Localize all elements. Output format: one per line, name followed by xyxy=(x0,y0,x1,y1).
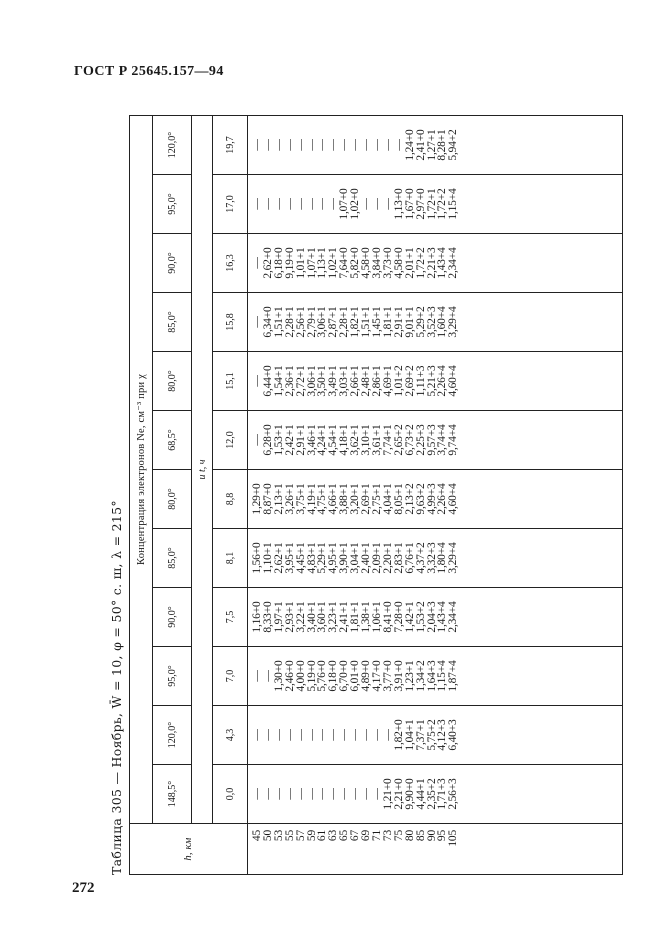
data-column-4: 1,56+0 1,10+1 2,62+1 3,95+1 4,45+1 4,83+1 5,29+1 4,95+1 3,90+1 3,04+1 2,40+1 2,09+1 2,20+1 2,83+1 6,76+1 4,37+2 3,32+3 1,80+4 3,29+4 xyxy=(248,529,623,588)
chi-header-10: 95,0° xyxy=(153,175,192,234)
time-value-0: 0,0 xyxy=(213,765,248,824)
chi-header-6: 68,5° xyxy=(153,411,192,470)
data-column-11: — — — — — — — — — — — — — — 1,24+0 2,41+0 1,27+1 8,28+1 5,94+2 xyxy=(248,116,623,175)
page-number: 272 xyxy=(72,880,95,896)
chi-header-3: 90,0° xyxy=(153,588,192,647)
time-value-11: 19,7 xyxy=(213,116,248,175)
document-header: ГОСТ Р 25645.157—94 xyxy=(74,64,224,79)
chi-header-4: 85,0° xyxy=(153,529,192,588)
data-column-7: — 6,44+0 1,54+1 2,36+1 2,72+1 3,06+1 3,50+1 3,49+1 3,03+1 2,66+1 2,48+1 2,86+1 4,69+1 1,01+2 2,69+2 1,11+3 5,21+3 2,26+4 4,60+4 xyxy=(248,352,623,411)
h-column-header: h, км xyxy=(130,824,248,875)
time-value-10: 17,0 xyxy=(213,175,248,234)
chi-header-1: 120,0° xyxy=(153,706,192,765)
chi-header-11: 120,0° xyxy=(153,116,192,175)
table-caption: Таблица 305 — Ноябрь, W̄ = 10, φ = 50° с. ш, λ = 215° xyxy=(109,500,124,875)
table-body-row xyxy=(248,116,623,875)
chi-header-8: 85,0° xyxy=(153,293,192,352)
time-value-4: 8,1 xyxy=(213,529,248,588)
data-column-10: — — — — — — — — 1,07+0 1,02+0 — — — 1,13+0 1,67+0 2,97+0 1,72+1 1,72+2 1,15+4 xyxy=(248,175,623,234)
chi-header-2: 95,0° xyxy=(153,647,192,706)
time-value-9: 16,3 xyxy=(213,234,248,293)
data-column-8: — 6,34+0 1,51+1 2,28+1 2,56+1 2,79+1 3,06+1 2,87+1 2,28+1 1,82+1 1,51+1 1,45+1 1,81+1 2,91+1 9,01+1 5,29+2 3,52+3 1,60+4 3,29+4 xyxy=(248,293,623,352)
chi-header-9: 90,0° xyxy=(153,234,192,293)
data-column-3: 1,16+0 8,33+0 1,97+1 2,93+1 3,22+1 3,40+1 3,60+1 3,23+1 2,41+1 1,81+1 1,38+1 1,06+1 8,41+0 7,28+0 1,42+1 1,53+2 2,04+3 1,43+4 2,34+4 xyxy=(248,588,623,647)
rotated-table-block xyxy=(105,115,661,875)
chi-header-row xyxy=(153,116,192,875)
time-value-8: 15,8 xyxy=(213,293,248,352)
data-column-1: — — — — — — — — — — — — — 1,82+0 1,04+1 7,37+1 5,75+2 4,12+3 6,40+3 xyxy=(248,706,623,765)
time-value-5: 8,8 xyxy=(213,470,248,529)
concentration-header: Концентрация электронов Ne, см⁻³ при χ xyxy=(130,116,153,824)
time-value-2: 7,0 xyxy=(213,647,248,706)
time-value-1: 4,3 xyxy=(213,706,248,765)
chi-header-5: 80,0° xyxy=(153,470,192,529)
chi-header-7: 80,0° xyxy=(153,352,192,411)
data-column-6: — 6,28+0 1,53+1 2,42+1 2,91+1 3,46+1 4,24+1 4,54+1 4,18+1 3,62+1 3,10+1 3,61+1 7,74+1 2,65+2 6,73+2 2,25+3 9,57+3 3,74+4 9,74+4 xyxy=(248,411,623,470)
time-value-6: 12,0 xyxy=(213,411,248,470)
time-header: и t, ч xyxy=(192,116,213,824)
time-value-7: 15,1 xyxy=(213,352,248,411)
data-table xyxy=(129,115,623,875)
data-column-5: 1,29+0 8,87+0 2,13+1 3,26+1 3,75+1 4,19+1 4,75+1 4,66+1 3,88+1 3,20+1 2,69+1 2,75+1 4,04+1 8,05+1 2,13+2 9,63+2 4,99+3 2,26+4 4,60+4 xyxy=(248,470,623,529)
time-values-row xyxy=(213,116,248,875)
data-column-9: — 2,62+0 6,18+0 9,19+0 1,01+1 1,07+1 1,13+1 1,02+1 7,64+0 5,82+0 4,58+0 3,84+0 3,73+0 4,58+0 2,01+1 1,72+2 2,21+3 1,43+4 2,34+4 xyxy=(248,234,623,293)
time-value-3: 7,5 xyxy=(213,588,248,647)
data-column-2: — — 1,30+0 2,46+0 4,00+0 5,19+0 5,76+0 6,18+0 6,70+0 6,01+0 4,89+0 4,17+0 3,77+0 3,91+0 1,23+1 1,34+2 1,64+3 1,15+4 1,87+4 xyxy=(248,647,623,706)
h-values-cell: 45 50 53 55 57 59 61 63 65 67 69 71 73 75 80 85 90 95 105 xyxy=(248,824,623,875)
chi-header-0: 148,5° xyxy=(153,765,192,824)
data-column-0: — — — — — — — — — — — — 1,21+0 2,21+0 9,90+0 4,44+1 2,35+2 1,71+3 2,56+3 xyxy=(248,765,623,824)
